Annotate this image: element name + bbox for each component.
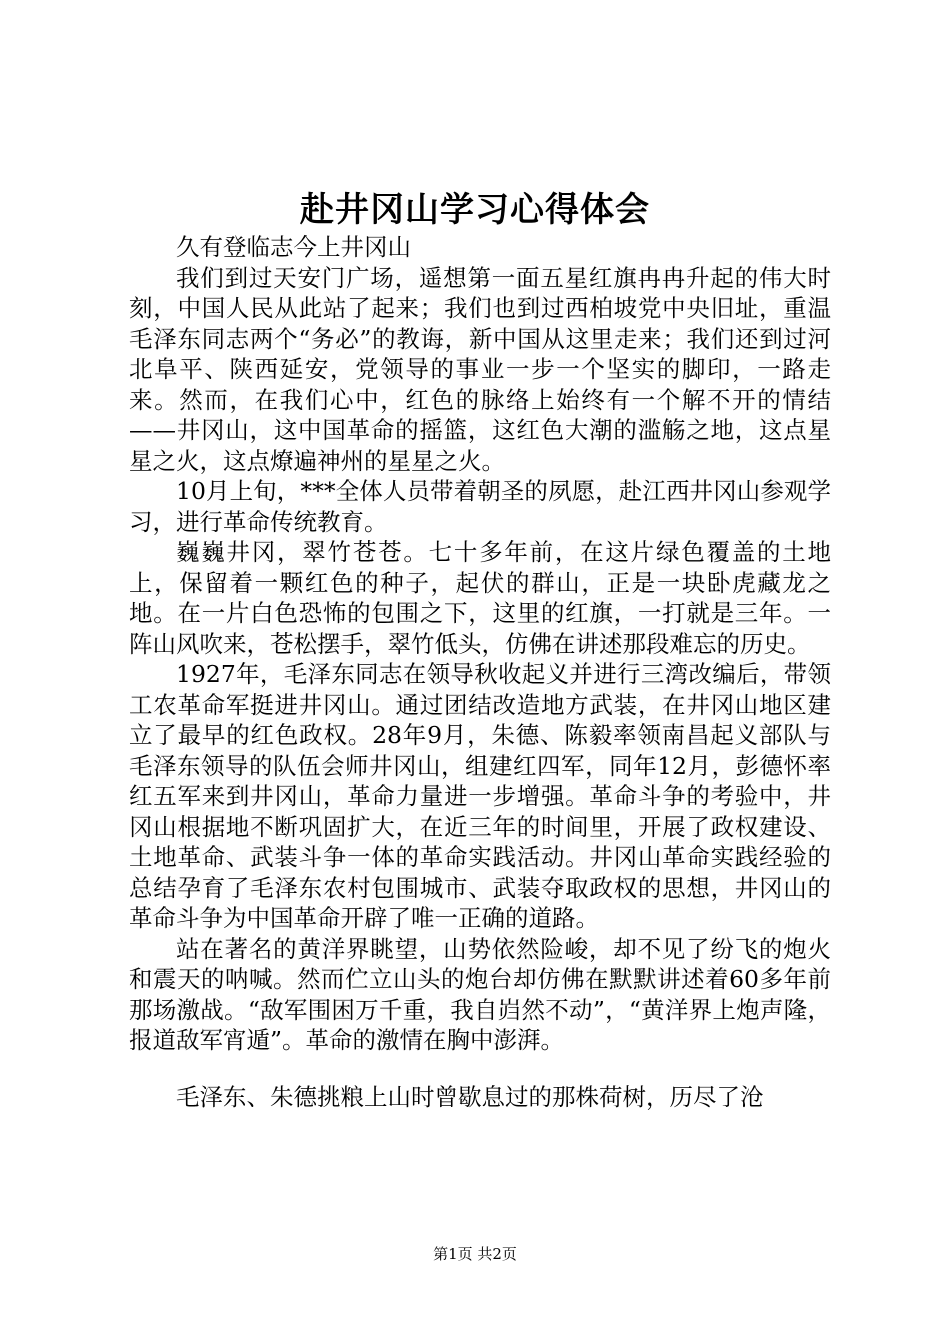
paragraph-subtitle: 久有登临志今上井冈山 bbox=[176, 233, 411, 261]
page-footer: 第1页 共2页 bbox=[433, 1245, 517, 1263]
paragraph-spacer bbox=[129, 1056, 831, 1082]
paragraph-trip: 10月上旬，***全体人员带着朝圣的夙愿，赴江西井冈山参观学习，进行革命传统教育。 bbox=[129, 477, 831, 536]
paragraph-lotus-tree: 毛泽东、朱德挑粮上山时曾歇息过的那株荷树，历尽了沧 bbox=[176, 1082, 764, 1111]
paragraph-intro: 我们到过天安门广场，遥想第一面五星红旗冉冉升起的伟大时刻，中国人民从此站了起来；我们也到过西柏坡党中央旧址，重温毛泽东同志两个“务必”的教诲，新中国从这里走来；我们还到过河北阜平、陕西延安，党领导的事业一步一个坚实的脚印，一路走来。然而，在我们心中，红色的脉络上始终有一个解不开的情结——井冈山，这中国革命的摇篮，这红色大潮的滥觞之地，这点星星之火，这点燎遍神州的星星之火。 bbox=[129, 263, 831, 475]
paragraph-landscape: 巍巍井冈，翠竹苍苍。七十多年前，在这片绿色覆盖的土地上，保留着一颗红色的种子，起伏的群山，正是一块卧虎藏龙之地。在一片白色恐怖的包围之下，这里的红旗，一打就是三年。一阵山风吹来，苍松摆手，翠竹低头，仿佛在讲述那段难忘的历史。 bbox=[129, 538, 831, 658]
document-title: 赴井冈山学习心得体会 bbox=[300, 190, 650, 230]
document-body bbox=[129, 232, 831, 1112]
paragraph-history: 1927年，毛泽东同志在领导秋收起义并进行三湾改编后，带领工农革命军挺进井冈山。通过团结改造地方武装，在井冈山地区建立了最早的红色政权。28年9月，朱德、陈毅率领南昌起义部队与毛泽东领导的队伍会师井冈山，组建红四军，同年12月，彭德怀率红五军来到井冈山，革命力量进一步增强。革命斗争的考验中，井冈山根据地不断巩固扩大，在近三年的时间里，开展了政权建设、土地革命、武装斗争一体的革命实践活动。井冈山革命实践经验的总结孕育了毛泽东农村包围城市、武装夺取政权的思想，井冈山的革命斗争为中国革命开辟了唯一正确的道路。 bbox=[129, 660, 831, 932]
paragraph-huangyangjie: 站在著名的黄洋界眺望，山势依然险峻，却不见了纷飞的炮火和震天的呐喊。然而伫立山头的炮台却仿佛在默默讲述着60多年前那场激战。“敌军围困万千重，我自岿然不动”，“黄洋界上炮声隆，报道敌军宵遁”。革命的激情在胸中澎湃。 bbox=[129, 934, 831, 1054]
